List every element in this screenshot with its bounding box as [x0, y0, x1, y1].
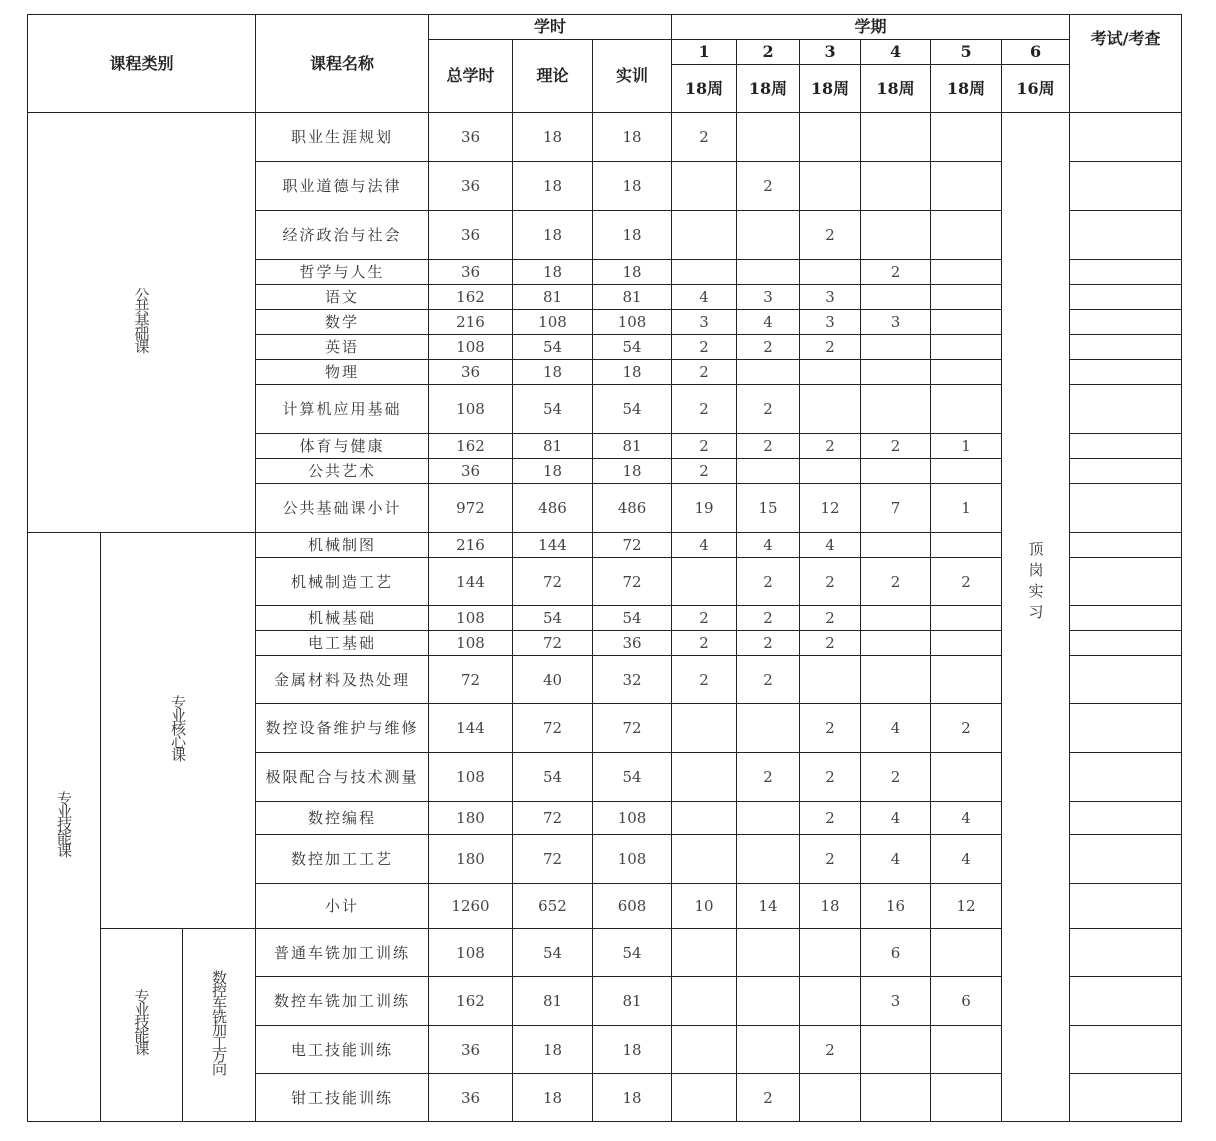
cell-s3: 2 — [800, 753, 861, 802]
cell-theory: 54 — [513, 753, 593, 802]
cell-s3: 4 — [800, 533, 861, 558]
cell-s1: 2 — [672, 606, 737, 631]
cell-s1: 2 — [672, 335, 737, 360]
cell-s3 — [800, 360, 861, 385]
header-semester-weeks: 18周 — [737, 65, 800, 113]
cell-s3: 2 — [800, 211, 861, 260]
cell-s2: 4 — [737, 310, 800, 335]
cell-s4 — [861, 533, 931, 558]
cell-s1: 2 — [672, 631, 737, 656]
cell-s4: 16 — [861, 884, 931, 929]
cell-practice: 32 — [593, 656, 672, 704]
cell-s3: 18 — [800, 884, 861, 929]
cell-theory: 54 — [513, 385, 593, 434]
cell-s1: 2 — [672, 113, 737, 162]
cell-total: 216 — [429, 533, 513, 558]
cell-s5 — [931, 310, 1002, 335]
cell-s2 — [737, 1026, 800, 1074]
cell-s1 — [672, 977, 737, 1026]
cell-exam — [1070, 1074, 1182, 1122]
cell-exam — [1070, 929, 1182, 977]
course-name: 数控加工工艺 — [256, 835, 429, 884]
cell-s5: 2 — [931, 704, 1002, 753]
cell-s5 — [931, 260, 1002, 285]
cell-s3 — [800, 260, 861, 285]
cell-practice: 72 — [593, 533, 672, 558]
cell-s3 — [800, 1074, 861, 1122]
cell-s5: 4 — [931, 835, 1002, 884]
cell-s1: 2 — [672, 459, 737, 484]
cell-total: 36 — [429, 162, 513, 211]
cell-s3: 2 — [800, 434, 861, 459]
course-name: 机械制造工艺 — [256, 558, 429, 606]
cell-practice: 81 — [593, 434, 672, 459]
cell-practice: 18 — [593, 162, 672, 211]
cell-s4 — [861, 385, 931, 434]
cell-theory: 18 — [513, 211, 593, 260]
cell-exam — [1070, 558, 1182, 606]
header-semester-num: 4 — [861, 40, 931, 65]
cell-theory: 54 — [513, 929, 593, 977]
cell-s4 — [861, 360, 931, 385]
cell-s4 — [861, 285, 931, 310]
category-cnc-direction-label: 数控车铣加工方向 — [210, 969, 228, 1074]
cell-practice: 486 — [593, 484, 672, 533]
cell-exam — [1070, 335, 1182, 360]
cell-practice: 54 — [593, 335, 672, 360]
cell-s3: 2 — [800, 802, 861, 835]
category-professional-skill-sub-label: 专业技能课 — [132, 989, 151, 1054]
cell-total: 36 — [429, 260, 513, 285]
cell-s4: 3 — [861, 310, 931, 335]
cell-theory: 18 — [513, 162, 593, 211]
cell-s2: 2 — [737, 656, 800, 704]
header-category: 课程类别 — [28, 15, 256, 113]
cell-s2: 2 — [737, 558, 800, 606]
cell-exam — [1070, 285, 1182, 310]
cell-total: 36 — [429, 360, 513, 385]
cell-s1: 4 — [672, 533, 737, 558]
cell-s2: 2 — [737, 335, 800, 360]
cell-s3 — [800, 977, 861, 1026]
cell-practice: 72 — [593, 558, 672, 606]
cell-s4: 2 — [861, 260, 931, 285]
cell-s2: 2 — [737, 631, 800, 656]
cell-s3 — [800, 656, 861, 704]
cell-theory: 40 — [513, 656, 593, 704]
cell-s4 — [861, 459, 931, 484]
cell-theory: 18 — [513, 1074, 593, 1122]
cell-total: 180 — [429, 835, 513, 884]
semester6-internship — [1002, 113, 1070, 1122]
course-name: 数控车铣加工训练 — [256, 977, 429, 1026]
cell-s3: 2 — [800, 631, 861, 656]
cell-s4: 7 — [861, 484, 931, 533]
cell-s5 — [931, 656, 1002, 704]
cell-total: 72 — [429, 656, 513, 704]
cell-exam — [1070, 606, 1182, 631]
cell-total: 180 — [429, 802, 513, 835]
cell-s5: 2 — [931, 558, 1002, 606]
course-name: 数学 — [256, 310, 429, 335]
semester6-internship-label: 顶岗实习 — [1026, 541, 1045, 625]
cell-s1: 10 — [672, 884, 737, 929]
cell-theory: 72 — [513, 802, 593, 835]
cell-exam — [1070, 753, 1182, 802]
cell-s5 — [931, 335, 1002, 360]
cell-s3: 3 — [800, 310, 861, 335]
header-semester-num: 2 — [737, 40, 800, 65]
cell-exam — [1070, 533, 1182, 558]
cell-s5 — [931, 533, 1002, 558]
course-name: 语文 — [256, 285, 429, 310]
cell-total: 108 — [429, 929, 513, 977]
cell-practice: 36 — [593, 631, 672, 656]
cell-practice: 18 — [593, 260, 672, 285]
cell-s3 — [800, 162, 861, 211]
cell-s5: 1 — [931, 434, 1002, 459]
cell-s4 — [861, 656, 931, 704]
cell-total: 216 — [429, 310, 513, 335]
category-cnc-direction — [183, 929, 256, 1122]
course-name: 数控编程 — [256, 802, 429, 835]
cell-s4: 4 — [861, 835, 931, 884]
cell-theory: 54 — [513, 335, 593, 360]
cell-exam — [1070, 434, 1182, 459]
cell-s5 — [931, 929, 1002, 977]
cell-exam — [1070, 310, 1182, 335]
cell-theory: 18 — [513, 113, 593, 162]
cell-exam — [1070, 835, 1182, 884]
course-name: 机械基础 — [256, 606, 429, 631]
cell-s1 — [672, 1026, 737, 1074]
cell-s5 — [931, 385, 1002, 434]
cell-exam — [1070, 360, 1182, 385]
cell-s5 — [931, 459, 1002, 484]
cell-theory: 18 — [513, 1026, 593, 1074]
header-practice: 实训 — [593, 40, 672, 113]
cell-exam — [1070, 459, 1182, 484]
course-name: 职业道德与法律 — [256, 162, 429, 211]
cell-s2: 4 — [737, 533, 800, 558]
header-semester-num: 1 — [672, 40, 737, 65]
course-name: 职业生涯规划 — [256, 113, 429, 162]
cell-theory: 18 — [513, 459, 593, 484]
cell-total: 108 — [429, 606, 513, 631]
cell-s3 — [800, 385, 861, 434]
cell-s4 — [861, 162, 931, 211]
cell-s1 — [672, 162, 737, 211]
header-semester-group: 学期 — [672, 15, 1070, 40]
cell-total: 108 — [429, 631, 513, 656]
cell-s5: 12 — [931, 884, 1002, 929]
cell-s3: 12 — [800, 484, 861, 533]
cell-s1 — [672, 704, 737, 753]
cell-s3 — [800, 929, 861, 977]
cell-practice: 18 — [593, 1074, 672, 1122]
cell-theory: 72 — [513, 704, 593, 753]
cell-s1 — [672, 802, 737, 835]
cell-s4: 4 — [861, 802, 931, 835]
cell-theory: 81 — [513, 285, 593, 310]
cell-s1 — [672, 1074, 737, 1122]
cell-s2: 3 — [737, 285, 800, 310]
cell-s1 — [672, 211, 737, 260]
cell-s3 — [800, 113, 861, 162]
cell-practice: 81 — [593, 285, 672, 310]
cell-practice: 108 — [593, 835, 672, 884]
cell-exam — [1070, 484, 1182, 533]
course-name: 小计 — [256, 884, 429, 929]
cell-theory: 72 — [513, 835, 593, 884]
cell-s1: 2 — [672, 360, 737, 385]
cell-exam — [1070, 211, 1182, 260]
cell-s1: 2 — [672, 434, 737, 459]
cell-s3: 2 — [800, 558, 861, 606]
cell-s5 — [931, 113, 1002, 162]
course-name: 普通车铣加工训练 — [256, 929, 429, 977]
cell-s5 — [931, 162, 1002, 211]
header-semester-weeks: 18周 — [931, 65, 1002, 113]
cell-s2 — [737, 929, 800, 977]
cell-s2: 2 — [737, 1074, 800, 1122]
cell-theory: 652 — [513, 884, 593, 929]
course-name: 计算机应用基础 — [256, 385, 429, 434]
cell-total: 108 — [429, 335, 513, 360]
cell-theory: 81 — [513, 977, 593, 1026]
cell-s4: 2 — [861, 558, 931, 606]
cell-s3 — [800, 459, 861, 484]
cell-s1 — [672, 929, 737, 977]
cell-exam — [1070, 631, 1182, 656]
cell-total: 36 — [429, 459, 513, 484]
cell-s2 — [737, 977, 800, 1026]
cell-practice: 54 — [593, 929, 672, 977]
cell-practice: 54 — [593, 606, 672, 631]
category-professional-skill-label: 专业技能课 — [55, 791, 73, 856]
course-name: 公共艺术 — [256, 459, 429, 484]
course-name: 钳工技能训练 — [256, 1074, 429, 1122]
cell-practice: 54 — [593, 385, 672, 434]
course-name: 电工技能训练 — [256, 1026, 429, 1074]
header-semester-num: 3 — [800, 40, 861, 65]
course-name: 极限配合与技术测量 — [256, 753, 429, 802]
cell-s3: 2 — [800, 704, 861, 753]
cell-theory: 144 — [513, 533, 593, 558]
cell-practice: 72 — [593, 704, 672, 753]
cell-s4: 2 — [861, 434, 931, 459]
course-name: 金属材料及热处理 — [256, 656, 429, 704]
cell-s4: 6 — [861, 929, 931, 977]
header-semester-num: 5 — [931, 40, 1002, 65]
header-semester-num: 6 — [1002, 40, 1070, 65]
header-hours-group: 学时 — [429, 15, 672, 40]
cell-s2: 2 — [737, 753, 800, 802]
cell-s5 — [931, 606, 1002, 631]
cell-s1 — [672, 753, 737, 802]
course-name: 英语 — [256, 335, 429, 360]
cell-s1 — [672, 835, 737, 884]
course-name: 数控设备维护与维修 — [256, 704, 429, 753]
cell-theory: 54 — [513, 606, 593, 631]
cell-exam — [1070, 977, 1182, 1026]
table-header — [28, 15, 1182, 113]
cell-exam — [1070, 884, 1182, 929]
cell-total: 162 — [429, 434, 513, 459]
cell-s1: 2 — [672, 385, 737, 434]
cell-s4: 3 — [861, 977, 931, 1026]
cell-exam — [1070, 162, 1182, 211]
cell-total: 36 — [429, 113, 513, 162]
cell-s4: 2 — [861, 753, 931, 802]
category-professional-skill — [28, 533, 101, 1122]
cell-practice: 81 — [593, 977, 672, 1026]
cell-s3: 3 — [800, 285, 861, 310]
cell-total: 36 — [429, 1026, 513, 1074]
cell-s5 — [931, 753, 1002, 802]
cell-theory: 72 — [513, 631, 593, 656]
cell-s1 — [672, 260, 737, 285]
table-body — [28, 113, 1182, 1122]
cell-s5: 6 — [931, 977, 1002, 1026]
cell-s2: 2 — [737, 162, 800, 211]
cell-theory: 18 — [513, 360, 593, 385]
cell-s2 — [737, 802, 800, 835]
course-name: 经济政治与社会 — [256, 211, 429, 260]
cell-s5: 4 — [931, 802, 1002, 835]
cell-s1: 19 — [672, 484, 737, 533]
category-professional-skill-sub — [101, 929, 183, 1122]
cell-s2: 2 — [737, 385, 800, 434]
cell-exam — [1070, 656, 1182, 704]
cell-total: 108 — [429, 753, 513, 802]
cell-s4 — [861, 335, 931, 360]
header-theory: 理论 — [513, 40, 593, 113]
cell-exam — [1070, 802, 1182, 835]
cell-total: 972 — [429, 484, 513, 533]
cell-s3: 2 — [800, 335, 861, 360]
cell-practice: 608 — [593, 884, 672, 929]
cell-practice: 18 — [593, 113, 672, 162]
cell-s4 — [861, 606, 931, 631]
cell-s4 — [861, 1026, 931, 1074]
cell-s5 — [931, 631, 1002, 656]
cell-theory: 18 — [513, 260, 593, 285]
cell-s1: 3 — [672, 310, 737, 335]
cell-total: 36 — [429, 1074, 513, 1122]
cell-s5 — [931, 285, 1002, 310]
cell-s4: 4 — [861, 704, 931, 753]
cell-practice: 18 — [593, 1026, 672, 1074]
cell-s5 — [931, 1026, 1002, 1074]
cell-practice: 108 — [593, 310, 672, 335]
cell-s2: 2 — [737, 434, 800, 459]
cell-theory: 486 — [513, 484, 593, 533]
cell-practice: 18 — [593, 459, 672, 484]
category-public-basic — [28, 113, 256, 533]
cell-s4 — [861, 631, 931, 656]
course-name: 体育与健康 — [256, 434, 429, 459]
cell-practice: 18 — [593, 360, 672, 385]
header-course-name: 课程名称 — [256, 15, 429, 113]
cell-practice: 108 — [593, 802, 672, 835]
cell-s5 — [931, 1074, 1002, 1122]
cell-total: 36 — [429, 211, 513, 260]
curriculum-table — [27, 14, 1182, 1122]
table-row — [28, 113, 1182, 162]
course-name: 公共基础课小计 — [256, 484, 429, 533]
cell-total: 1260 — [429, 884, 513, 929]
category-professional-core-label: 专业核心课 — [169, 694, 187, 760]
cell-theory: 108 — [513, 310, 593, 335]
cell-s5 — [931, 211, 1002, 260]
course-name: 哲学与人生 — [256, 260, 429, 285]
cell-s4 — [861, 113, 931, 162]
cell-s2 — [737, 360, 800, 385]
cell-s2 — [737, 704, 800, 753]
header-semester-weeks: 16周 — [1002, 65, 1070, 113]
course-name: 机械制图 — [256, 533, 429, 558]
cell-exam — [1070, 113, 1182, 162]
category-professional-core — [101, 533, 256, 929]
cell-total: 162 — [429, 977, 513, 1026]
cell-practice: 54 — [593, 753, 672, 802]
cell-practice: 18 — [593, 211, 672, 260]
header-semester-weeks: 18周 — [861, 65, 931, 113]
cell-s3: 2 — [800, 1026, 861, 1074]
cell-s3: 2 — [800, 835, 861, 884]
cell-theory: 72 — [513, 558, 593, 606]
category-public-basic-label: 公共基础课 — [132, 286, 151, 352]
cell-s2: 14 — [737, 884, 800, 929]
cell-total: 108 — [429, 385, 513, 434]
cell-s2: 2 — [737, 606, 800, 631]
cell-s2 — [737, 835, 800, 884]
course-name: 物理 — [256, 360, 429, 385]
cell-total: 144 — [429, 704, 513, 753]
header-total-hours: 总学时 — [429, 40, 513, 113]
cell-exam — [1070, 385, 1182, 434]
cell-exam — [1070, 1026, 1182, 1074]
cell-s3: 2 — [800, 606, 861, 631]
cell-total: 144 — [429, 558, 513, 606]
header-semester-weeks: 18周 — [800, 65, 861, 113]
cell-s4 — [861, 1074, 931, 1122]
cell-s1: 2 — [672, 656, 737, 704]
cell-s1 — [672, 558, 737, 606]
cell-total: 162 — [429, 285, 513, 310]
cell-s2 — [737, 113, 800, 162]
cell-s2 — [737, 260, 800, 285]
header-semester-weeks: 18周 — [672, 65, 737, 113]
cell-s2 — [737, 211, 800, 260]
cell-s4 — [861, 211, 931, 260]
cell-s5: 1 — [931, 484, 1002, 533]
cell-s1: 4 — [672, 285, 737, 310]
course-name: 电工基础 — [256, 631, 429, 656]
cell-s2 — [737, 459, 800, 484]
cell-s2: 15 — [737, 484, 800, 533]
cell-s5 — [931, 360, 1002, 385]
cell-theory: 81 — [513, 434, 593, 459]
header-exam: 考试/考查 — [1070, 15, 1182, 113]
cell-exam — [1070, 260, 1182, 285]
cell-exam — [1070, 704, 1182, 753]
